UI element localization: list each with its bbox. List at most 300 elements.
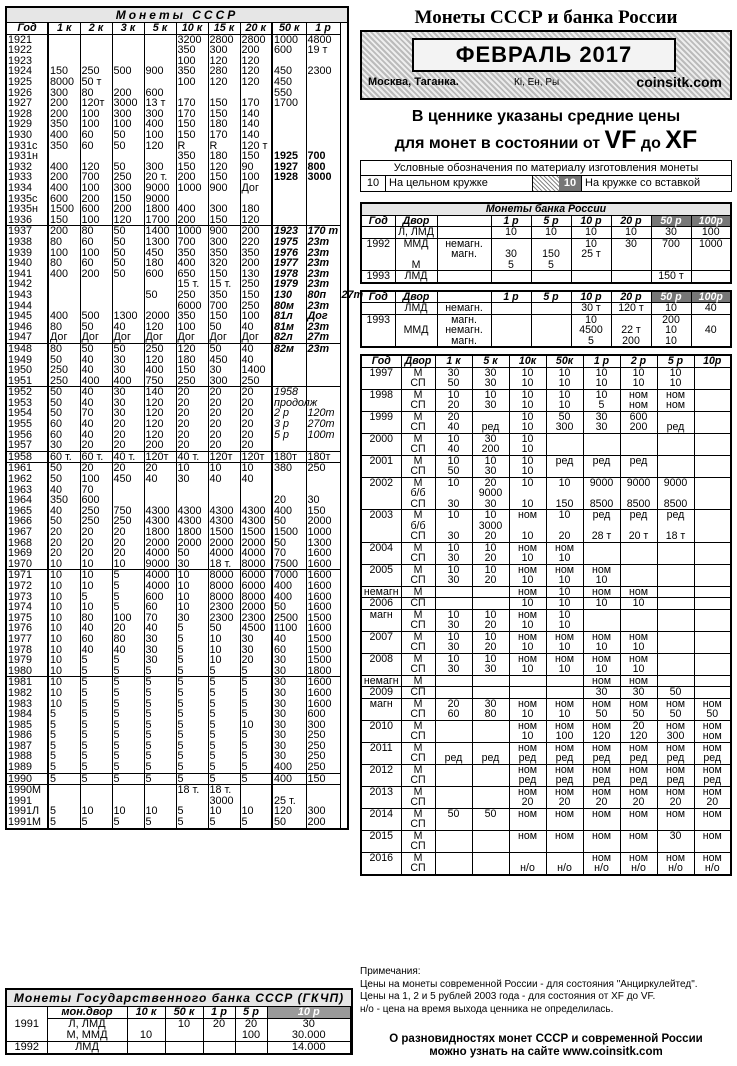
- ussr-cell: 20: [112, 623, 144, 634]
- ussr-row: [6, 215, 348, 226]
- ussr-cell: 120: [144, 354, 176, 365]
- ussr-cell: 50: [272, 538, 306, 549]
- bank3-cell: 50: [620, 709, 657, 720]
- ussr-cell: 1974: [6, 602, 48, 613]
- ussr-cell: 1934: [6, 183, 48, 194]
- ussr-cell: 5: [112, 741, 144, 752]
- ussr-cell: 100: [112, 119, 144, 130]
- ussr-cell: 10: [48, 666, 80, 677]
- ussr-cell: 20: [112, 527, 144, 538]
- ussr-cell: 10: [48, 581, 80, 592]
- ussr-row: [6, 806, 348, 817]
- ussr-cell: 170: [240, 98, 272, 109]
- bank1-row: [361, 271, 731, 283]
- ussr-cell: 80п: [306, 290, 340, 301]
- ussr-cell: [272, 119, 306, 130]
- bank1-cell: 25 т: [571, 249, 611, 260]
- bank3-cell: [583, 819, 620, 830]
- bank3-header-cell: 10к: [509, 355, 546, 367]
- bank3-cell: ном: [509, 808, 546, 819]
- ussr-cell: 5: [112, 817, 144, 829]
- bank3-cell: 10: [509, 531, 546, 542]
- bank3-row: [361, 687, 731, 699]
- ussr-header-cell: 3 к: [112, 23, 144, 34]
- ussr-cell: 1928: [6, 109, 48, 120]
- ussr-cell: 20: [80, 440, 112, 451]
- ussr-cell: 250: [176, 376, 208, 387]
- bank3-cell: 50: [657, 687, 694, 699]
- ussr-cell: 6000: [176, 300, 208, 311]
- ussr-cell: 1944: [6, 300, 48, 311]
- bank3-cell: 10: [546, 598, 583, 610]
- ussr-cell: 180: [240, 204, 272, 215]
- ussr-cell: 30: [240, 644, 272, 655]
- ussr-cell: 250: [80, 66, 112, 77]
- bank1-header-cell: 10 р: [571, 215, 611, 227]
- ussr-cell: Дог: [240, 183, 272, 194]
- ussr-cell: 1966: [6, 516, 48, 527]
- ussr-cell: 400: [176, 204, 208, 215]
- ussr-cell: 120т: [306, 408, 340, 419]
- ussr-cell: 1500: [240, 527, 272, 538]
- ussr-cell: 120т: [208, 451, 240, 463]
- ussr-cell: 60: [48, 430, 80, 441]
- ussr-row: [6, 720, 348, 731]
- bank3-cell: СП: [401, 731, 435, 742]
- ussr-header-cell: 1 р: [306, 23, 340, 34]
- bank3-header-cell: Год: [361, 355, 401, 367]
- ussr-row: [6, 559, 348, 570]
- ussr-cell: [306, 88, 340, 99]
- ussr-cell: 5: [80, 773, 112, 785]
- bank3-cell: М: [401, 786, 435, 797]
- ussr-cell: 1965: [6, 506, 48, 517]
- ussr-row: [6, 751, 348, 762]
- ussr-cell: 5: [80, 698, 112, 709]
- ussr-header-cell: 2 к: [80, 23, 112, 34]
- ussr-cell: 350: [48, 141, 80, 152]
- ussr-cell: [144, 785, 176, 796]
- ussr-row: [6, 343, 348, 354]
- ussr-cell: [306, 77, 340, 88]
- ussr-cell: 5: [144, 720, 176, 731]
- bank3-cell: 10: [546, 367, 583, 378]
- ussr-cell: 1952: [6, 387, 48, 398]
- ussr-cell: 5: [240, 677, 272, 688]
- bank3-cell: 10: [509, 389, 546, 400]
- price-note-2: [360, 128, 732, 156]
- bank3-cell: 20 т: [620, 531, 657, 542]
- bank3-cell: М: [401, 720, 435, 731]
- legend-solid-text: На цельном кружке: [386, 176, 533, 191]
- ussr-cell: [112, 785, 144, 796]
- ussr-cell: 350: [176, 311, 208, 322]
- bank3-cell: 10: [435, 433, 472, 444]
- ussr-cell: 10: [112, 559, 144, 570]
- ussr-cell: 150: [208, 172, 240, 183]
- gkchp-title: Монеты Государственного банка СССР (ГКЧП): [7, 990, 351, 1007]
- ussr-row: [6, 130, 348, 141]
- legend-title: Условные обозначения по материалу изготовления монеты: [361, 161, 731, 176]
- ussr-cell: 1976: [6, 623, 48, 634]
- bank3-cell: 10: [509, 444, 546, 455]
- bank3-cell: ном: [620, 400, 657, 411]
- ussr-cell: 600: [144, 269, 176, 280]
- bank1-cell: [611, 249, 651, 260]
- ussr-cell: 40: [240, 354, 272, 365]
- ussr-cell: 140: [240, 109, 272, 120]
- bank3-cell: 10: [472, 609, 509, 620]
- ussr-cell: 1600: [306, 688, 340, 699]
- bank3-cell: СП: [401, 400, 435, 411]
- bank3-cell: 50: [546, 411, 583, 422]
- ussr-cell: 10: [48, 655, 80, 666]
- bank1-cell: 30: [651, 227, 691, 239]
- ussr-cell: 200: [112, 88, 144, 99]
- ussr-cell: 5: [48, 762, 80, 773]
- gkchp-header-cell: 1 р: [203, 1007, 235, 1019]
- ussr-cell: [306, 785, 340, 796]
- ussr-cell: 4300: [208, 506, 240, 517]
- ussr-cell: 5: [144, 688, 176, 699]
- bank1-header-cell: Год: [361, 215, 395, 227]
- ussr-cell: 200: [240, 226, 272, 237]
- bank3-cell: ном: [509, 698, 546, 709]
- ussr-cell: 50: [48, 387, 80, 398]
- ussr-cell: 300: [144, 162, 176, 173]
- gkchp-header-cell: мон.двор: [47, 1007, 127, 1019]
- bank3-cell: ном: [657, 400, 694, 411]
- bank3-cell: 10: [583, 664, 620, 675]
- ussr-cell: 40 т.: [176, 451, 208, 463]
- bank3-cell: [361, 841, 401, 852]
- gkchp-cell: [203, 1030, 235, 1042]
- bank2-row: [361, 303, 731, 315]
- bank3-cell: [361, 642, 401, 653]
- ussr-cell: 1987: [6, 741, 48, 752]
- bank1-header-cell: 5 р: [531, 215, 571, 227]
- bank3-cell: 50: [583, 709, 620, 720]
- ussr-cell: 2800: [208, 34, 240, 45]
- ussr-cell: 140: [144, 387, 176, 398]
- ussr-cell: 50: [208, 343, 240, 354]
- ussr-cell: 300: [208, 45, 240, 56]
- ussr-cell: 120 т: [240, 141, 272, 152]
- bank3-cell: [694, 553, 731, 564]
- ussr-cell: Дог: [112, 332, 144, 343]
- ussr-cell: 3200: [176, 34, 208, 45]
- bank3-cell: СП: [401, 422, 435, 433]
- ussr-cell: [80, 45, 112, 56]
- ussr-cell: [48, 785, 80, 796]
- bank3-cell: [361, 378, 401, 389]
- bank3-cell: ном: [694, 742, 731, 753]
- bank3-cell: [694, 488, 731, 499]
- ussr-cell: 10: [176, 602, 208, 613]
- bank3-cell: [435, 852, 472, 863]
- ussr-cell: 20: [112, 463, 144, 474]
- ussr-cell: 2000: [144, 311, 176, 322]
- bank3-row: [361, 775, 731, 786]
- ussr-cell: 100: [176, 56, 208, 67]
- ussr-cell: 1977: [6, 634, 48, 645]
- bank3-cell: ред: [546, 775, 583, 786]
- ussr-cell: 400: [272, 581, 306, 592]
- ussr-cell: 50: [48, 354, 80, 365]
- ussr-row: [6, 183, 348, 194]
- bank3-cell: 10: [546, 510, 583, 521]
- bank1-row: [361, 260, 731, 271]
- bank3-cell: [361, 553, 401, 564]
- ussr-cell: 50: [272, 817, 306, 829]
- bank1-cell: [531, 271, 571, 283]
- ussr-cell: 150: [176, 119, 208, 130]
- ussr-cell: 5: [144, 762, 176, 773]
- bank3-row: [361, 797, 731, 808]
- ussr-cell: 5: [208, 817, 240, 829]
- bank3-cell: М: [401, 510, 435, 521]
- ussr-cell: [144, 45, 176, 56]
- ussr-cell: 800: [306, 162, 340, 173]
- bank3-cell: немагн: [361, 586, 401, 598]
- bank3-cell: М: [401, 389, 435, 400]
- bank2-cell: 40: [691, 303, 731, 315]
- ussr-cell: 20: [176, 408, 208, 419]
- ussr-cell: 20: [144, 463, 176, 474]
- bank3-cell: [435, 786, 472, 797]
- bank3-cell: ном: [694, 830, 731, 841]
- ussr-cell: 80: [48, 258, 80, 269]
- bank3-row: [361, 466, 731, 477]
- ussr-cell: 1947: [6, 332, 48, 343]
- bank2-cell: 200: [651, 314, 691, 325]
- bank3-cell: 30: [472, 466, 509, 477]
- bank3-cell: ном: [694, 852, 731, 863]
- bank3-cell: 10: [472, 653, 509, 664]
- ussr-header-cell: 50 к: [272, 23, 306, 34]
- ussr-cell: 20: [208, 408, 240, 419]
- ussr-cell: 400: [48, 130, 80, 141]
- bank3-cell: 10: [509, 664, 546, 675]
- bank3-cell: 30: [657, 830, 694, 841]
- bank2-cell: магн.: [437, 336, 491, 348]
- bank3-cell: [509, 687, 546, 699]
- bank2-cell: ЛМД: [395, 303, 437, 315]
- bank3-cell: 20: [620, 797, 657, 808]
- ussr-cell: 1500: [48, 204, 80, 215]
- ussr-cell: 1976: [272, 247, 306, 258]
- bank3-cell: 2006: [361, 598, 401, 610]
- bank3-cell: СП: [401, 499, 435, 510]
- bank3-cell: 2002: [361, 477, 401, 488]
- ussr-cell: 180: [176, 354, 208, 365]
- ussr-cell: 350: [176, 247, 208, 258]
- bank3-row: [361, 841, 731, 852]
- bank1-cell: М: [395, 260, 437, 271]
- bank3-cell: 9000: [620, 477, 657, 488]
- bank2-cell: немагн.: [437, 303, 491, 315]
- ussr-cell: 150: [208, 109, 240, 120]
- bank3-cell: 10: [509, 367, 546, 378]
- bank2-cell: [361, 325, 395, 336]
- ussr-cell: 1600: [306, 581, 340, 592]
- bank3-cell: ном: [583, 564, 620, 575]
- ussr-cell: 5: [176, 709, 208, 720]
- ussr-cell: 19 т: [306, 45, 340, 56]
- bank3-cell: М: [401, 830, 435, 841]
- bank3-cell: 10: [509, 422, 546, 433]
- bank3-cell: 10: [620, 642, 657, 653]
- ussr-cell: 40: [112, 644, 144, 655]
- bank3-cell: [509, 675, 546, 687]
- bank3-cell: 200: [472, 444, 509, 455]
- bank1-cell: ММД: [395, 238, 437, 249]
- bank3-cell: ред: [694, 775, 731, 786]
- bank3-cell: 10: [583, 389, 620, 400]
- ussr-cell: 200: [48, 172, 80, 183]
- ussr-cell: 23т: [306, 322, 340, 333]
- ussr-cell: 1967: [6, 527, 48, 538]
- ussr-cell: 1930: [6, 130, 48, 141]
- bank3-row: [361, 620, 731, 631]
- city-label: Москва, Таганка.: [368, 76, 459, 88]
- ussr-cell: 130: [272, 290, 306, 301]
- bank3-cell: 30: [583, 687, 620, 699]
- ussr-cell: 5: [240, 817, 272, 829]
- ussr-cell: 5: [48, 806, 80, 817]
- ussr-cell: 150: [112, 194, 144, 205]
- ussr-cell: 80: [48, 237, 80, 248]
- gkchp-header-cell: 50 к: [165, 1007, 203, 1019]
- ussr-cell: 23т: [306, 269, 340, 280]
- ussr-cell: 1949: [6, 354, 48, 365]
- bank2-header-cell: 5 р: [531, 291, 571, 303]
- bank3-cell: 30: [435, 499, 472, 510]
- ussr-cell: 5: [208, 751, 240, 762]
- ussr-cell: [306, 215, 340, 226]
- bank3-cell: [694, 455, 731, 466]
- bank3-cell: [694, 675, 731, 687]
- bank3-header-cell: 2 р: [620, 355, 657, 367]
- bank1-cell: [691, 271, 731, 283]
- bank1-cell: 1992: [361, 238, 395, 249]
- bank3-cell: ном: [694, 698, 731, 709]
- ussr-cell: 40: [208, 474, 240, 485]
- ussr-cell: 10: [240, 806, 272, 817]
- ussr-cell: 30: [176, 559, 208, 570]
- ussr-cell: 5: [144, 709, 176, 720]
- footer-line-1: О разновидностях монет СССР и современной России: [389, 1033, 703, 1045]
- bank3-cell: ном: [657, 742, 694, 753]
- bank1-cell: [361, 249, 395, 260]
- ussr-cell: 5: [176, 644, 208, 655]
- bank2-header-cell: 50 р: [651, 291, 691, 303]
- bank1-cell: [691, 260, 731, 271]
- bank1-cell: 5: [491, 260, 531, 271]
- ussr-cell: 10: [48, 570, 80, 581]
- month-label: ФЕВРАЛЬ 2017: [412, 38, 676, 72]
- ussr-cell: 5: [144, 817, 176, 829]
- ussr-cell: 1500: [306, 613, 340, 624]
- bank3-cell: [472, 786, 509, 797]
- ussr-cell: 250: [306, 762, 340, 773]
- ussr-cell: 100: [48, 247, 80, 258]
- ussr-cell: 180: [208, 119, 240, 130]
- bank3-cell: ред: [620, 510, 657, 521]
- ussr-cell: Дог: [176, 332, 208, 343]
- bank3-cell: [620, 819, 657, 830]
- bank3-cell: СП: [401, 687, 435, 699]
- bank1-cell: 150 т: [651, 271, 691, 283]
- ussr-cell: 2300: [208, 613, 240, 624]
- ussr-cell: 5: [80, 817, 112, 829]
- ussr-cell: 350: [176, 66, 208, 77]
- ussr-cell: 50: [48, 398, 80, 409]
- ussr-cell: 40: [80, 430, 112, 441]
- bank3-cell: 10: [583, 367, 620, 378]
- ussr-cell: 150: [176, 365, 208, 376]
- bank3-cell: ном: [694, 731, 731, 742]
- bank3-cell: [620, 553, 657, 564]
- ussr-cell: 5: [208, 762, 240, 773]
- bank3-row: [361, 531, 731, 542]
- ussr-cell: 220: [240, 237, 272, 248]
- ussr-coins-title: Монеты СССР: [5, 6, 349, 23]
- bank3-cell: 50: [694, 709, 731, 720]
- ussr-cell: 5: [176, 762, 208, 773]
- ussr-cell: 10: [48, 698, 80, 709]
- bank3-cell: [361, 620, 401, 631]
- bank3-cell: [620, 620, 657, 631]
- ussr-cell: 10: [48, 634, 80, 645]
- bank3-cell: [361, 819, 401, 830]
- bank3-cell: [472, 775, 509, 786]
- bank3-row: [361, 586, 731, 598]
- ussr-cell: 5: [48, 730, 80, 741]
- bank3-cell: 100: [546, 731, 583, 742]
- ussr-cell: 20: [80, 527, 112, 538]
- bank3-cell: М: [401, 653, 435, 664]
- legend: [360, 160, 732, 192]
- bank3-cell: [435, 586, 472, 598]
- bank3-cell: ном: [546, 564, 583, 575]
- ussr-cell: 50: [112, 343, 144, 354]
- bank1-header-cell: [437, 215, 491, 227]
- bank3-cell: б/б: [401, 488, 435, 499]
- ussr-cell: 5: [240, 762, 272, 773]
- bank3-cell: н/о: [546, 863, 583, 875]
- bank2-body: [361, 291, 731, 348]
- gkchp-cell: [203, 1042, 235, 1054]
- bank3-cell: 10: [509, 477, 546, 488]
- ussr-cell: 30: [112, 354, 144, 365]
- ussr-cell: 1500: [208, 527, 240, 538]
- bank3-cell: ред: [583, 775, 620, 786]
- ussr-cell: 4000: [144, 570, 176, 581]
- ussr-cell: 20 т.: [144, 172, 176, 183]
- bank3-cell: 10: [509, 642, 546, 653]
- ussr-cell: [112, 290, 144, 301]
- bank3-cell: 28 т: [583, 531, 620, 542]
- ussr-row: [6, 762, 348, 773]
- bank3-cell: [657, 575, 694, 586]
- ussr-cell: 2000: [208, 538, 240, 549]
- do-label: до: [640, 135, 661, 152]
- bank2-cell: [395, 336, 437, 348]
- ussr-cell: 1600: [306, 548, 340, 559]
- bank3-cell: 10: [472, 542, 509, 553]
- gkchp-cell: 10: [165, 1019, 203, 1031]
